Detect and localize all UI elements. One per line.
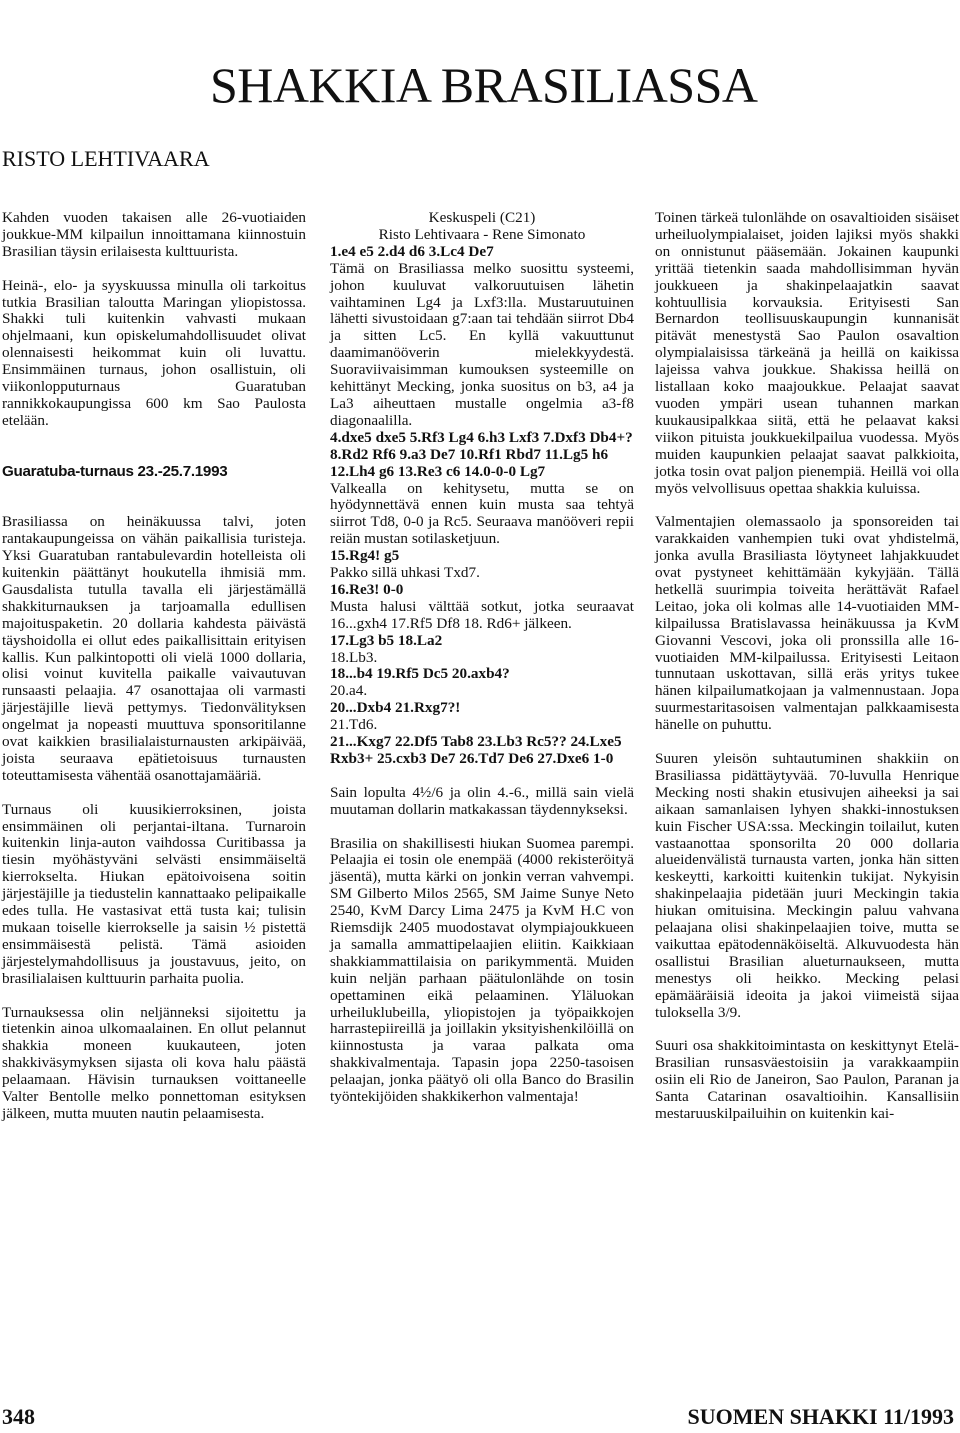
game-title: Keskuspeli (C21)	[428, 209, 536, 226]
paragraph: Sain lopulta 4½/6 ja olin 4.-6., millä sain vielä muutaman dollarin matkakassan täydennykseksi.	[330, 783, 634, 818]
game-moves: 1.e4 e5 2.d4 d6 3.Lc4 De7	[330, 242, 494, 260]
column-2	[330, 210, 634, 1106]
paragraph: Brasilia on shakillisesti hiukan Suomea parempi. Pelaajia ei tosin ole enempää (4000 rekisteröityä jäsentä), mutta kärki on jonkin verran vahvempi. SM Gilberto Milos 2565, SM Jaime Sunye Neto 2540, KvM Darcy Lima 2475 ja KvM H.C von Riemsdijk 2405 muodostavat olympiajoukkueen ja samalla ammattipelaajien eliitin. Kaikkiaan shakkiammattilaisia on parikymmentä. Muiden kuin neljän parhaan päätulonlähde on tosin opettaminen eikä pelaaminen. Yläluokan urheiluklubeilla, yliopistojen ja työpaikkojen harrastepiireillä ja joillakin yksityishenkilöillä on kiinnostusta ja varaa palkata oma shakkivalmentaja. Tapasin jopa 2250-tasoisen pelaajan, jonka päätyö oli olla Banco do Brasilin työntekijöiden shakkikerhon valmentaja!	[330, 834, 634, 1106]
game-comment: Musta halusi välttää sotkut, jotka seuraavat 16...gxh4 17.Rf5 Df8 18. Rd6+ jälkeen.	[330, 597, 634, 632]
game-comment: 21.Td6.	[330, 716, 378, 734]
paragraph: Toinen tärkeä tulonlähde on osavaltioiden sisäiset urheiluolympialaiset, joiden lajiksi myös shakki on onnistunut pääsemään. Jokainen kaupunki yrittää tietenkin saada mahdollisimman hyvän joukkueen ja shakinpelaajatkin saavat kohtuullisia korvauksia. Erityisesti San Bernardon teollisuuskaupungin kunnanisät pitävät menestystä Sao Paulon osavaltion olympialaisissa tärkeänä ja heillä on kaikissa lajeissa vahva joukkue. Shakissa heillä on listallaan koko maajoukkue. Pelaajat saavat vuoden ympäri usean tuhannen markan kuukausipalkkaa siitä, että he pelaavat kaksi viikon pituista joukkuekilpailua vuodessa. Myös muiden kaupunkien pelaajat saavat palkkioita, jotka tosin ovat paljon pienempiä. Heillä voi olla myös velvollisuus opettaa shakkia kuluissa.	[655, 209, 959, 497]
game-comment: 20.a4.	[330, 682, 368, 700]
page-number: 348	[2, 1404, 35, 1429]
game-moves: 18...b4 19.Rf5 Dc5 20.axb4?	[330, 665, 510, 683]
paragraph: Heinä-, elo- ja syyskuussa minulla oli tarkoitus tutkia Brasilian taloutta Maringan yliopistossa. Shakki tuli kuitenkin vahvasti mukaan ohjelmaani, kun opiskelumahdollisuudet olivat olennaisesti heikommat kuin oli luvattu. Ensimmäinen turnaus, johon osallistuin, oli viikonlopputurnaus Guaratuban rannikkokaupungissa 600 km Sao Paulosta etelään.	[2, 276, 306, 429]
game-moves: 21...Kxg7 22.Df5 Tab8 23.Lb3 Rc5?? 24.Lxe5 Rxb3+ 25.cxb3 De7 26.Td7 De6 27.Dxe6 1-0	[330, 733, 622, 767]
game-moves: 20...Dxb4 21.Rxg7?!	[330, 699, 461, 717]
paragraph: Turnauksessa olin neljänneksi sijoitettu ja tietenkin ainoa ulkomaalainen. En ollut pelannut shakkia moneen kuukauteen, joten shakkiväsymyksen sijasta oli kova halu päästä pelaamaan. Hävisin turnauksen voittaneelle Valter Bentolle melko ponnettoman esityksen jälkeen, mutta muuten nautin pelaamisesta.	[2, 1003, 306, 1122]
game-moves: 17.Lg3 b5 18.La2	[330, 631, 443, 649]
game-moves: 4.dxe5 dxe5 5.Rf3 Lg4 6.h3 Lxf3 7.Dxf3 Db4+? 8.Rd2 Rf6 9.a3 De7 10.Rf1 Rbd7 11.Lg5 h6 12.Lh4 g6 13.Re3 c6 14.0-0-0 Lg7	[330, 428, 633, 480]
game-comment: Pakko sillä uhkasi Txd7.	[330, 564, 480, 582]
game-moves: 16.Re3! 0-0	[330, 580, 404, 598]
tournament-heading: Guaratuba-turnaus 23.-25.7.1993	[2, 462, 228, 480]
paragraph: Suuren yleisön suhtautuminen shakkiin on Brasiliassa pidättäytyvää. 70-luvulla Henrique Mecking nosti shakin etusivujen aiheeksi ja sai aikaan samanlaisen lyhyen shakki-innostuksen kuin Fischer USA:ssa. Meckingin toilailut, kuten vastaanottaa sponsorilta 20 000 dollaria alueidenvälistä turnausta varten, jonka hän sitten keskeytti, karkoitti kuitenkin tukijat. Nykyisin shakinpelaajia pidetään juuri Meckingin takia hiukan omituisina. Meckingin paluu vahvana pelaajana olisi shakinpelaajien toive, mutta se vaikuttaa epätodennäköiseltä. Alkuvuodesta hän osallistui Brasilian alueturnaukseen, mutta menestys oli heikko. Mecking pelasi epämääräisiä ideoita ja jakoi viimeistä sijaa tuloksella 3/9.	[655, 749, 959, 1021]
game-comment: Tämä on Brasiliassa melko suosittu systeemi, johon kuuluvat valkoruutuisen lähetin vaihtaminen Lg4 ja Lxf3:lla. Mustaruutuinen lähetti sivustoidaan g7:aan tai tehdään siirrot Db4 ja sitten Lc5. En kyllä vakuuttunut daamimanööverin mielekkyydestä. Suoraviivaisimman kumouksen systeemille on kehittänyt Mecking, jonka suositus on b3, a4 ja La3 aiheuttaen mustalle ongelmia a3-f8 diagonaalilla.	[330, 259, 634, 429]
column-1	[2, 210, 306, 1123]
article-author: RISTO LEHTIVAARA	[2, 146, 210, 171]
paragraph: Suuri osa shakkitoimintasta on keskittynyt Etelä-Brasilian runsasväestoisiin ja varakkaampiin osiin eli Rio de Janeiron, Sao Paulon, Paranan ja Santa Catarinan osavaltioihin. Kansallisiin mestaruuskilpailuihin on kuitenkin kai-	[655, 1037, 959, 1122]
game-comment: Valkealla on kehitysetu, mutta se on hyödynnettävä ennen kuin musta saa tehtyä siirrot Td8, 0-0 ja Rc5. Seuraava manööveri repii reiän mustan sotilasketjuun.	[330, 479, 634, 548]
article-title: SHAKKIA BRASILIASSA	[210, 57, 758, 113]
paragraph: Brasiliassa on heinäkuussa talvi, joten rantakaupungeissa on vähän paikallisia turisteja. Yksi Guaratuban rantabulevardin hotelleista oli kuitenkin päättänyt houkutella ihmisiä mm. Gausdalista tutulla tavalla eli järjestämällä shakkiturnauksen ja tarjoamalla edullisen majoituspaketin. 20 dollaria kahdesta päivästä täyshoidolla ei ollut edes paikallisittain erityisen kallis. Kun palkintopotti oli vielä 1000 dollaria, olisi voinut kuvitella paikalle vaivautuvan runsaasti pelaajia. 47 osanottajaa oli varmasti järjestäjille lievä pettymys. Tiedonvälityksen ongelmat ja nopeasti muuttuva sponsoritilanne ovat kaikkien brasilialaisturnausten arkipäivää, joista seuraava epätietoisuus turnausten toteuttamisesta vähentää osanottajamääriä.	[2, 513, 306, 784]
magazine-issue: SUOMEN SHAKKI 11/1993	[687, 1404, 954, 1429]
paragraph: Valmentajien olemassaolo ja sponsoreiden tai varakkaiden vanhempien tuki ovat yhdistelmä, jonka avulla Brasiliasta löytyneet lahjakkuudet ovat pystyneet kehittämään kykyjään. Tällä hetkellä suurimpia toiveita herättävät Rafael Leitao, joka oli kolmas alle 14-vuotiaiden MM-kilpailussa Bratislavassa heinäkuussa ja KvM Giovanni Vescovi, joka oli pronssilla alle 16-vuotiaiden MM-kilpailussa. Erityisesti Leitaon tunnutaan uskottavan, sillä eräs yritys tukee hänen kilpailumatkojaan ja valmennustaan. Jopa suurmestaritasoisen valmentajan palkkaamisesta hänelle on puhuttu.	[655, 513, 959, 734]
game-moves: 15.Rg4! g5	[330, 547, 400, 565]
paragraph: Turnaus oli kuusikierroksinen, joista ensimmäinen oli perjantai-iltana. Turnaroin kuitenkin linja-auton vaihdossa Curitibassa ja tiesin myöhästyväni selvästi ensimmäiseltä kierrokselta. Hiukan epätoivoisena soitin järjestäjille ja tiedustelin kannattaako pelipaikalle edes tulla. He vastasivat että tusta kai; tulisin mukaan toiselle kierrokselle ja saisin ½ pistettä ensimmäisestä pelistä. Tämä asioiden järjestelymahdollisuus ja joustavuus, jeito, on brasilialaisen kulttuurin parhaita puolia.	[2, 800, 306, 987]
column-3	[655, 210, 959, 1123]
game-comment: 18.Lb3.	[330, 648, 378, 666]
game-players: Risto Lehtivaara - Rene Simonato	[378, 225, 586, 243]
paragraph: Kahden vuoden takaisen alle 26-vuotiaiden joukkue-MM kilpailun innoittamana kiinnostuin Brasilian täysin erilaisesta kulttuurista.	[2, 209, 306, 260]
